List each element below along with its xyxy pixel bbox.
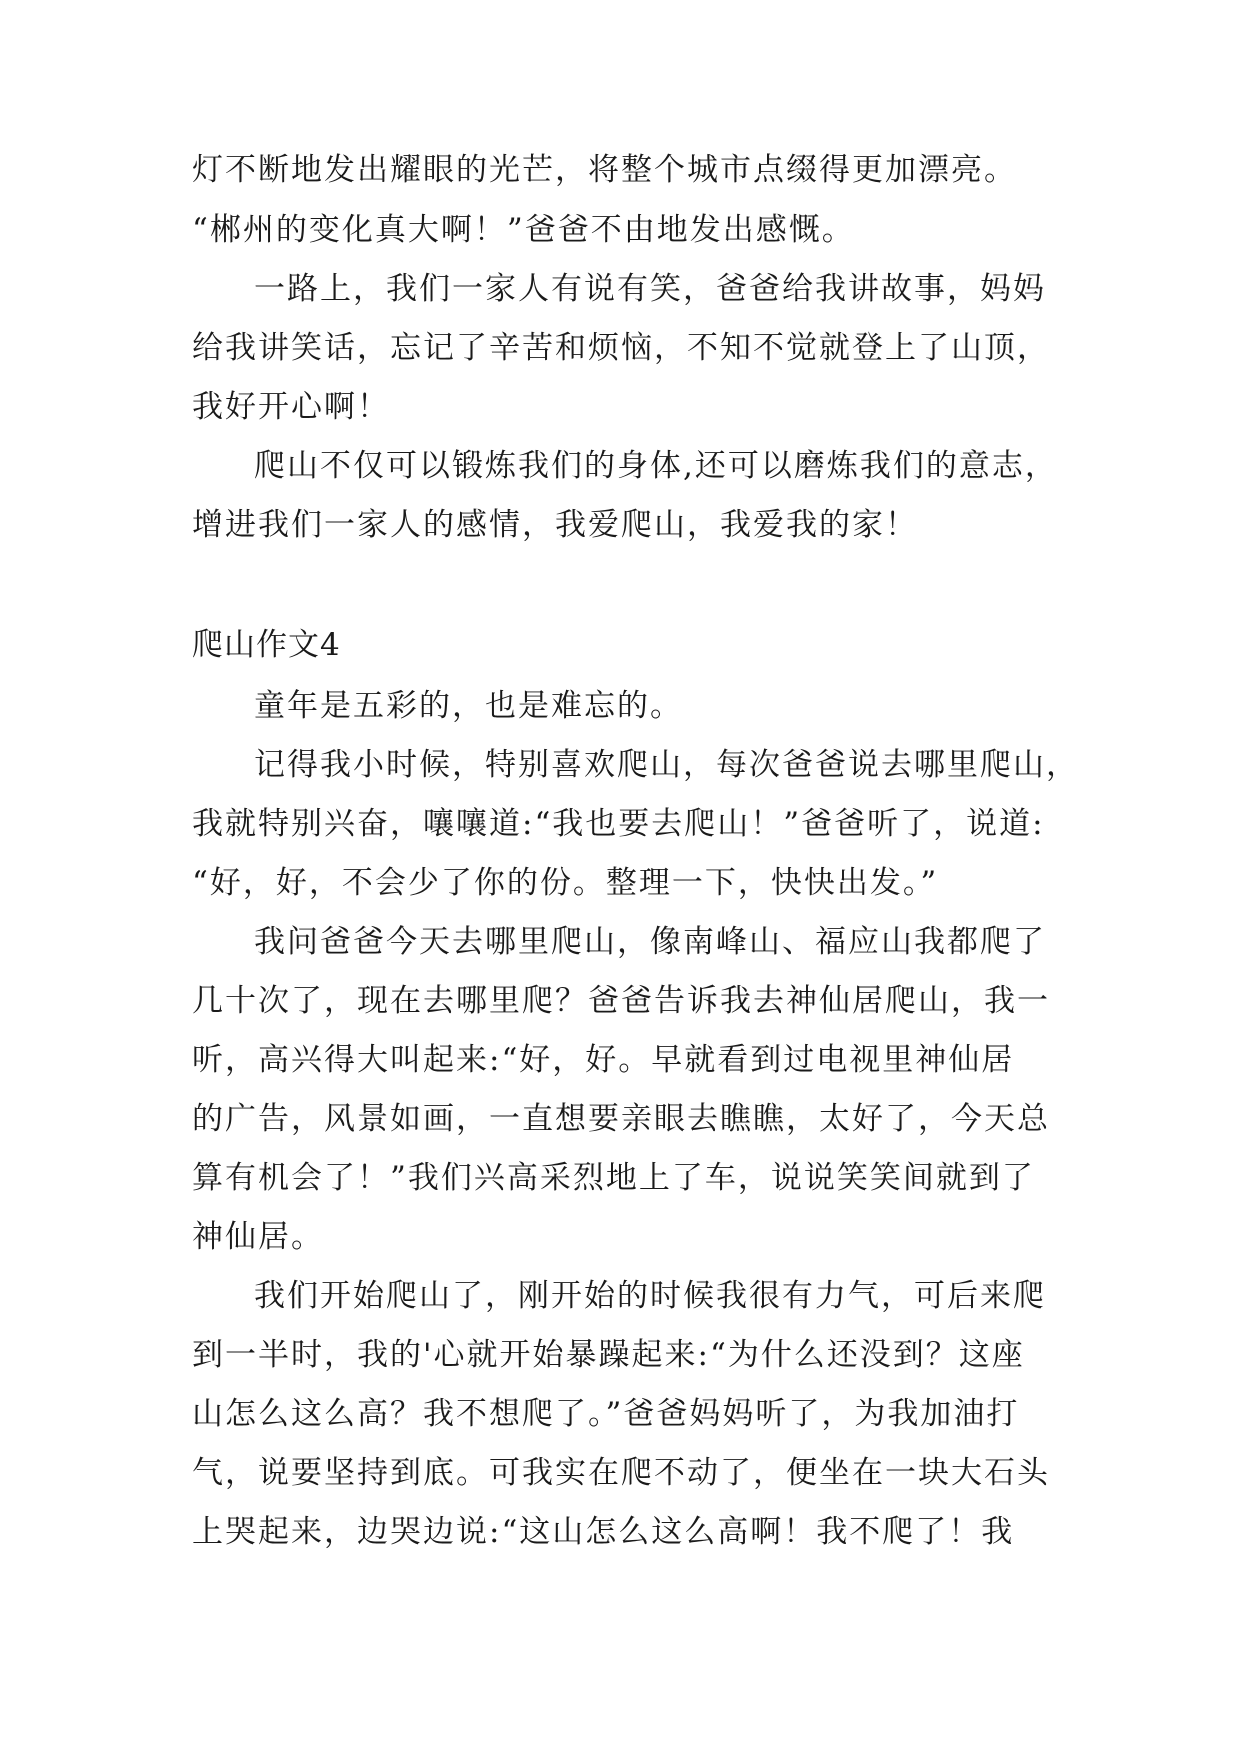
text-line: 增进我们一家人的感情，我爱爬山，我爱我的家！	[192, 507, 918, 543]
text-line: 上哭起来，边哭边说:“这山怎么这么高啊！我不爬了！我	[192, 1514, 1015, 1550]
text-line: “郴州的变化真大啊！”爸爸不由地发出感慨。	[192, 212, 855, 248]
text-line: 几十次了，现在去哪里爬？爸爸告诉我去神仙居爬山，我一	[192, 983, 1050, 1019]
paragraph-start-line: 一路上，我们一家人有说有笑，爸爸给我讲故事，妈妈	[254, 271, 1046, 307]
text-line: 听，高兴得大叫起来:“好，好。早就看到过电视里神仙居	[192, 1042, 1015, 1078]
paragraph-start-line: 我们开始爬山了，刚开始的时候我很有力气，可后来爬	[254, 1278, 1046, 1314]
text-line: 气，说要坚持到底。可我实在爬不动了，便坐在一块大石头	[192, 1455, 1050, 1491]
text-line: 的广告，风景如画，一直想要亲眼去瞧瞧，太好了，今天总	[192, 1101, 1050, 1137]
text-line: 灯不断地发出耀眼的光芒，将整个城市点缀得更加漂亮。	[192, 152, 1017, 188]
paragraph-start-line: 爬山不仅可以锻炼我们的身体,还可以磨炼我们的意志，	[254, 448, 1058, 484]
text-line: 我就特别兴奋，嚷嚷道:“我也要去爬山！”爸爸听了，说道:	[192, 806, 1045, 842]
section-heading: 爬山作文4	[192, 627, 341, 663]
text-line: 算有机会了！”我们兴高采烈地上了车，说说笑笑间就到了	[192, 1160, 1035, 1196]
paragraph-start-line: 童年是五彩的，也是难忘的。	[254, 688, 683, 724]
paragraph-start-line: 我问爸爸今天去哪里爬山，像南峰山、福应山我都爬了	[254, 924, 1046, 960]
text-line: 神仙居。	[192, 1219, 324, 1255]
text-line: 给我讲笑话，忘记了辛苦和烦恼，不知不觉就登上了山顶，	[192, 330, 1050, 366]
text-line: 我好开心啊！	[192, 389, 390, 425]
paragraph-start-line: 记得我小时候，特别喜欢爬山，每次爸爸说去哪里爬山，	[254, 747, 1079, 783]
text-line: 到一半时，我的'心就开始暴躁起来:“为什么还没到？这座	[192, 1337, 1025, 1373]
text-line: “好，好，不会少了你的份。整理一下，快快出发。”	[192, 865, 939, 901]
text-line: 山怎么这么高？我不想爬了。”爸爸妈妈听了，为我加油打	[192, 1396, 1020, 1432]
